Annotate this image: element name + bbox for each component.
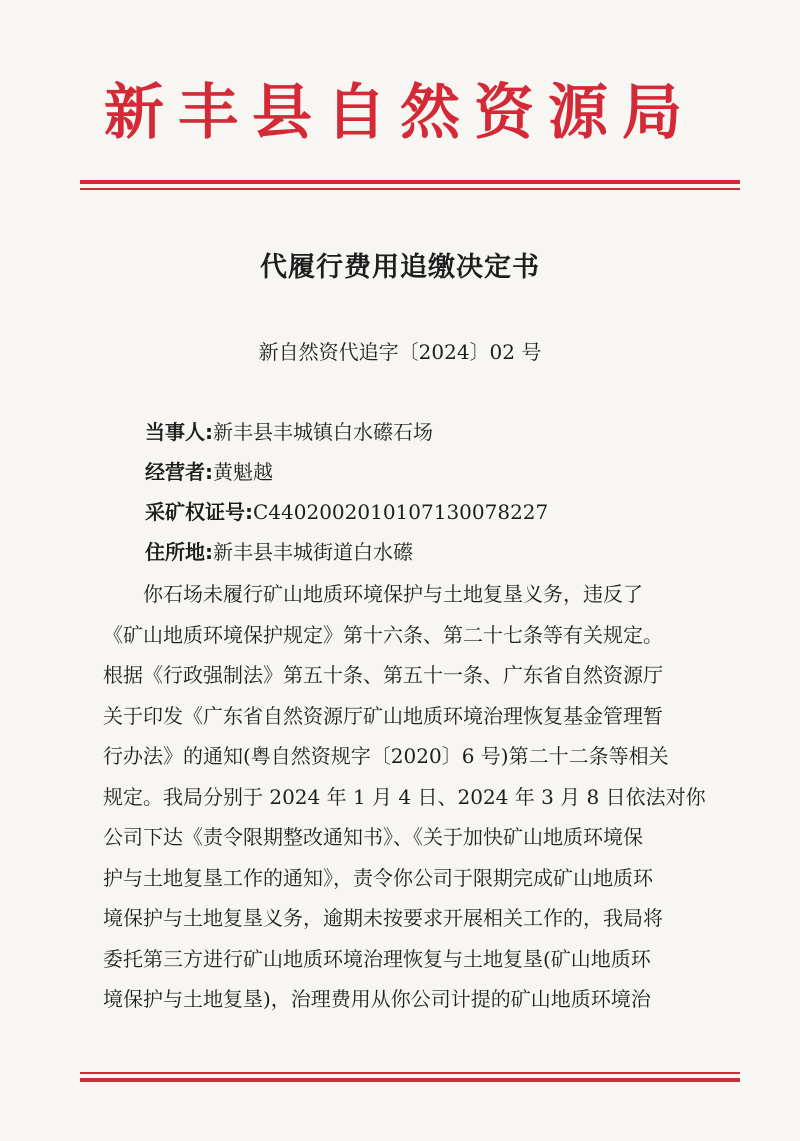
party-label: 经营者: bbox=[145, 460, 213, 484]
party-label: 当事人: bbox=[145, 420, 213, 444]
body-line: 规定。我局分别于 2024 年 1 月 4 日、2024 年 3 月 8 日依法对你 bbox=[103, 784, 706, 809]
party-row-address bbox=[145, 532, 745, 572]
party-value: 黄魁越 bbox=[213, 460, 273, 484]
party-label: 住所地: bbox=[145, 540, 213, 564]
document-number: 新自然资代追字〔2024〕02 号 bbox=[258, 340, 542, 364]
party-value: 新丰县丰城街道白水礤 bbox=[213, 540, 413, 564]
body-line: 境保护与土地复垦义务，逾期未按要求开展相关工作的，我局将 bbox=[103, 906, 663, 930]
body-line: 境保护与土地复垦)，治理费用从你公司计提的矿山地质环境治 bbox=[103, 987, 651, 1011]
body-line: 你石场未履行矿山地质环境保护与土地复垦义务，违反了 bbox=[143, 582, 643, 606]
body-line: 护与土地复垦工作的通知》，责令你公司于限期完成矿山地质环 bbox=[103, 865, 653, 890]
header-rule-thin bbox=[80, 188, 740, 190]
header-rule-thick bbox=[80, 180, 740, 184]
body-line: 委托第三方进行矿山地质环境治理恢复与土地复垦(矿山地质环 bbox=[103, 946, 651, 971]
party-row-operator bbox=[145, 452, 745, 492]
footer-rule-thin bbox=[80, 1072, 740, 1074]
party-value: 新丰县丰城镇白水礤石场 bbox=[213, 420, 433, 444]
document-title: 代履行费用追缴决定书 bbox=[260, 252, 540, 283]
body-line: 关于印发《广东省自然资源厅矿山地质环境治理恢复基金管理暂 bbox=[103, 703, 663, 728]
party-row-license bbox=[145, 492, 745, 532]
body-line: 公司下达《责令限期整改通知书》、《关于加快矿山地质环境保 bbox=[103, 825, 643, 849]
party-value: C4402002010107130078227 bbox=[253, 500, 549, 524]
party-info-list bbox=[145, 412, 745, 572]
agency-header-title: 新丰县自然资源局 bbox=[104, 78, 696, 148]
footer-rule-thick bbox=[80, 1078, 740, 1082]
body-line: 《矿山地质环境保护规定》第十六条、第二十七条等有关规定。 bbox=[103, 622, 663, 647]
party-row-litigant bbox=[145, 412, 745, 452]
party-label: 采矿权证号: bbox=[145, 500, 253, 524]
body-line: 根据《行政强制法》第五十条、第五十一条、广东省自然资源厅 bbox=[103, 663, 663, 687]
body-paragraph bbox=[103, 574, 711, 1020]
body-line: 行办法》的通知(粤自然资规字〔2020〕6 号)第二十二条等相关 bbox=[103, 744, 669, 768]
